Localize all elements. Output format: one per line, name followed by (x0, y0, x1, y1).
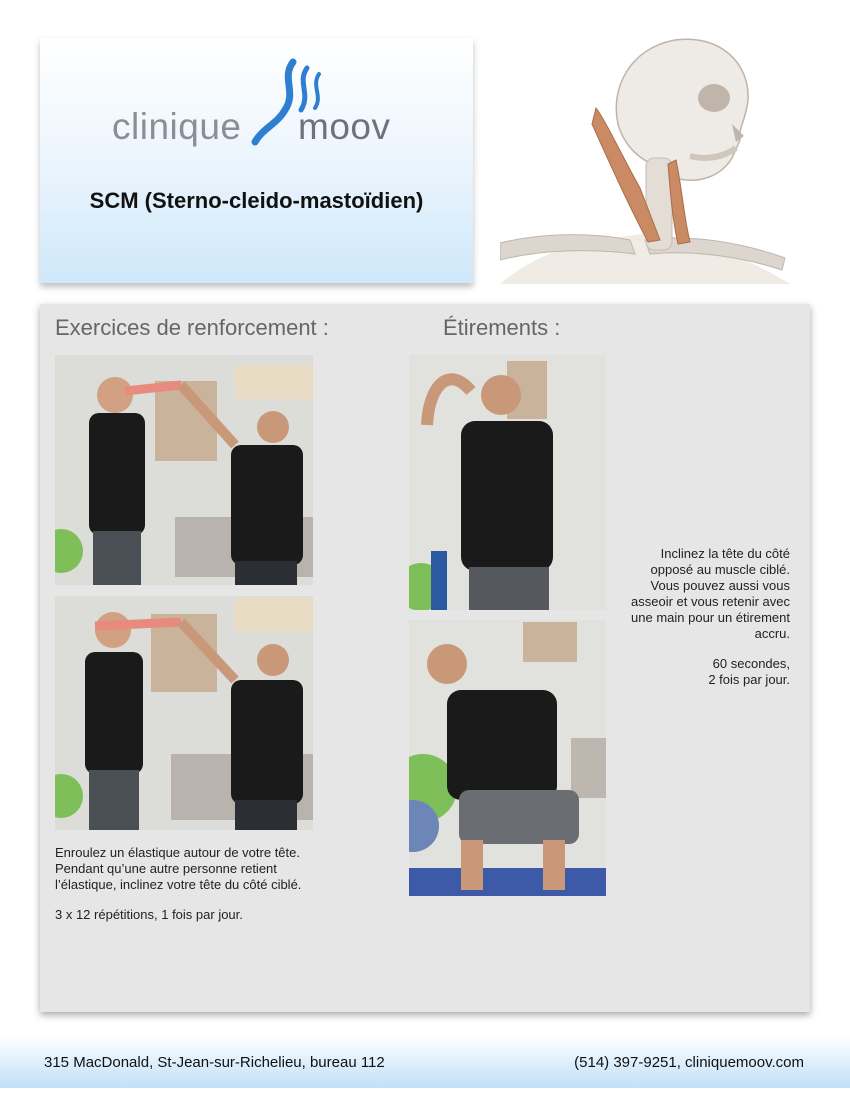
page-title: SCM (Sterno-cleido-mastoïdien) (89, 188, 424, 213)
skull-scm-illustration (500, 28, 790, 284)
strength-heading: Exercices de renforcement : (55, 315, 329, 340)
stretch-description: Inclinez la tête du côté opposé au muscle ciblé. Vous pouvez aussi vous asseoir et vous retenir avec une main pour un étirement accru. (631, 546, 790, 641)
footer-bar (0, 1036, 850, 1088)
clinique-moov-logo (112, 58, 412, 168)
header-card (40, 38, 473, 283)
footer-address: 315 MacDonald, St-Jean-sur-Richelieu, bureau 112 (44, 1054, 385, 1071)
stretch-dosage-line-1: 60 secondes, (712, 656, 790, 671)
strength-dosage: 3 x 12 répétitions, 1 fois par jour. (55, 907, 243, 922)
footer-contact: (514) 397-9251, cliniquemoov.com (574, 1054, 804, 1071)
stretch-dosage-line-2: 2 fois par jour. (708, 672, 790, 687)
logo-text-moov: moov (298, 106, 391, 147)
stretch-text (622, 546, 790, 688)
stretch-heading: Étirements : (443, 315, 561, 340)
stretch-photo-2 (409, 620, 606, 896)
strength-photo-1 (55, 355, 313, 585)
strength-photo-2 (55, 596, 313, 830)
strength-description: Enroulez un élastique autour de votre tête. Pendant qu’une autre personne retient l’élastique, inclinez votre tête du côté ciblé. (55, 845, 302, 892)
strength-text (55, 845, 313, 937)
exercise-panel (40, 304, 810, 1012)
stretch-photo-1 (409, 355, 606, 610)
logo-text-clinique: clinique (112, 106, 242, 147)
